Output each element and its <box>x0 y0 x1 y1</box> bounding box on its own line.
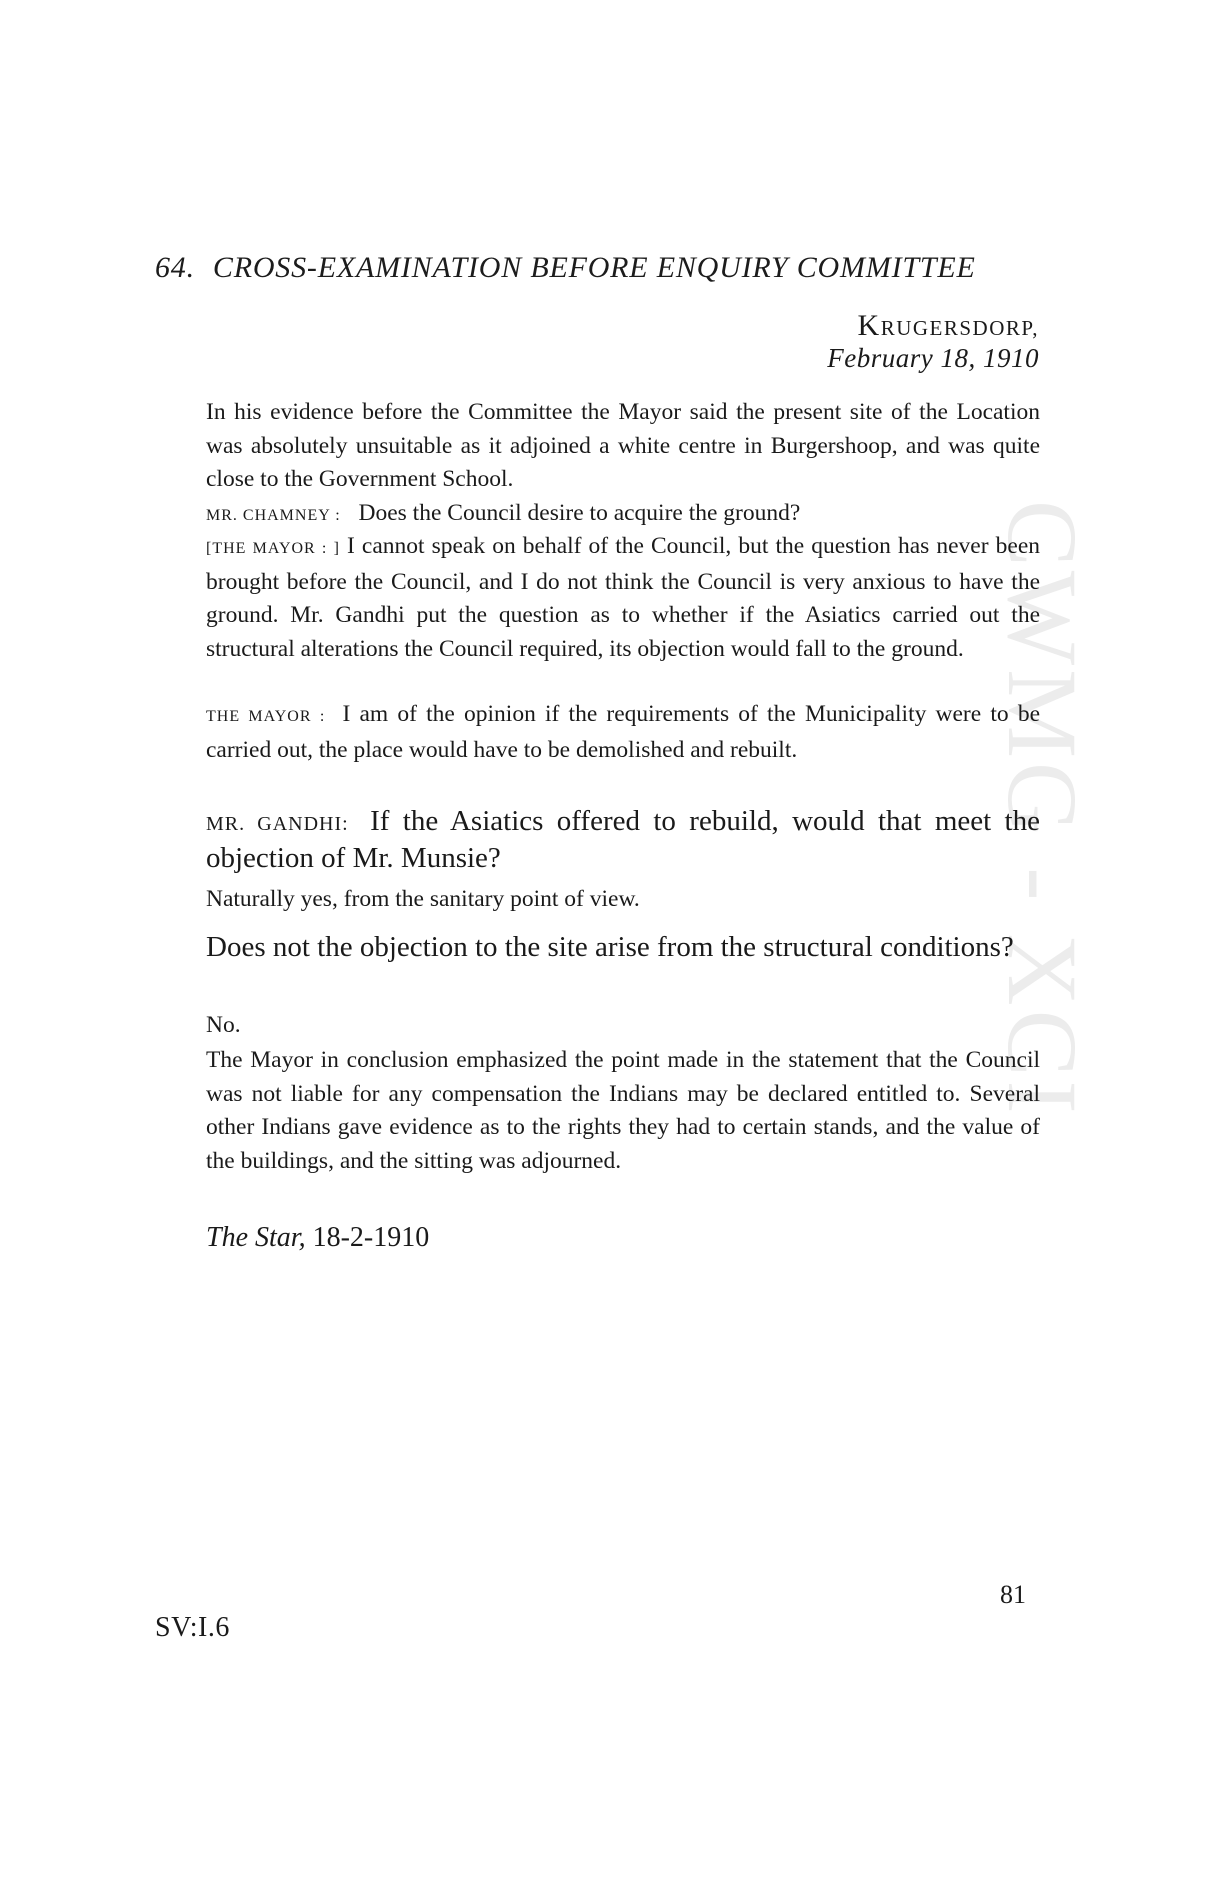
speaker-mayor: THE MAYOR : <box>206 708 326 725</box>
answer-no: No. <box>206 1012 241 1038</box>
watermark-text: CWMG - XCI <box>987 500 1098 1118</box>
answer-sanitary: Naturally yes, from the sanitary point of view. <box>206 886 640 912</box>
page-number: 81 <box>1000 1580 1026 1609</box>
question-structural-text: Does not the objection to the site arise from the structural conditions? <box>206 931 1014 963</box>
source-publication: The Star, <box>206 1222 306 1253</box>
conclusion-paragraph <box>152 1044 1040 1178</box>
signature-code: SV:I.6 <box>155 1612 230 1643</box>
answer-mayor-1-text: I cannot speak on behalf of the Council, but the question has never been brought before the Council, and I do not think the Council is very anxious to have the ground. Mr. Gandhi put the question as to whether if the Asiatics carried out the structural alterations the Council required, its objection would fall to the ground. <box>206 533 1040 662</box>
question-chamney <box>152 497 1040 533</box>
speaker-gandhi: MR. GANDHI: <box>206 813 349 835</box>
document-number: 64. <box>155 251 195 284</box>
dateline-date: February 18, 1910 <box>827 343 1039 373</box>
source-date: 18-2-1910 <box>312 1222 430 1253</box>
conclusion-text: The Mayor in conclusion emphasized the point made in the statement that the Council was not liable for any compensation the Indians may be declared entitled to. Several other Indians gave evidence as to the rights they had to certain stands, and the value of the buildings, and the sitting was adjourned. <box>206 1047 1040 1174</box>
question-structural <box>152 930 1040 964</box>
question-gandhi-text: If the Asiatics offered to rebuild, would that meet the objection of Mr. Munsie? <box>206 805 1040 874</box>
intro-paragraph <box>152 396 1040 497</box>
place-initial: K <box>857 309 881 342</box>
place-rest: RUGERSDORP, <box>880 316 1039 340</box>
speaker-mayor-bracketed: [THE MAYOR : ] <box>206 540 340 557</box>
dateline-place <box>858 309 1039 343</box>
source-citation <box>206 1222 429 1254</box>
answer-mayor-2 <box>152 698 1040 767</box>
question-chamney-text: Does the Council desire to acquire the ground? <box>358 500 801 526</box>
answer-mayor-2-text: I am of the opinion if the requirements of the Municipality were to be carried out, the place would have to be demolished and rebuilt. <box>206 701 1041 763</box>
intro-text: In his evidence before the Committee the Mayor said the present site of the Location was absolutely unsuitable as it adjoined a white centre in Burgershoop, and was quite close to the Government School. <box>206 399 1040 492</box>
document-title: CROSS-EXAMINATION BEFORE ENQUIRY COMMITTEE <box>212 251 976 284</box>
speaker-chamney: MR. CHAMNEY : <box>206 507 341 524</box>
document-heading <box>155 251 1055 285</box>
question-gandhi <box>152 804 1040 875</box>
answer-mayor-1 <box>152 530 1040 666</box>
